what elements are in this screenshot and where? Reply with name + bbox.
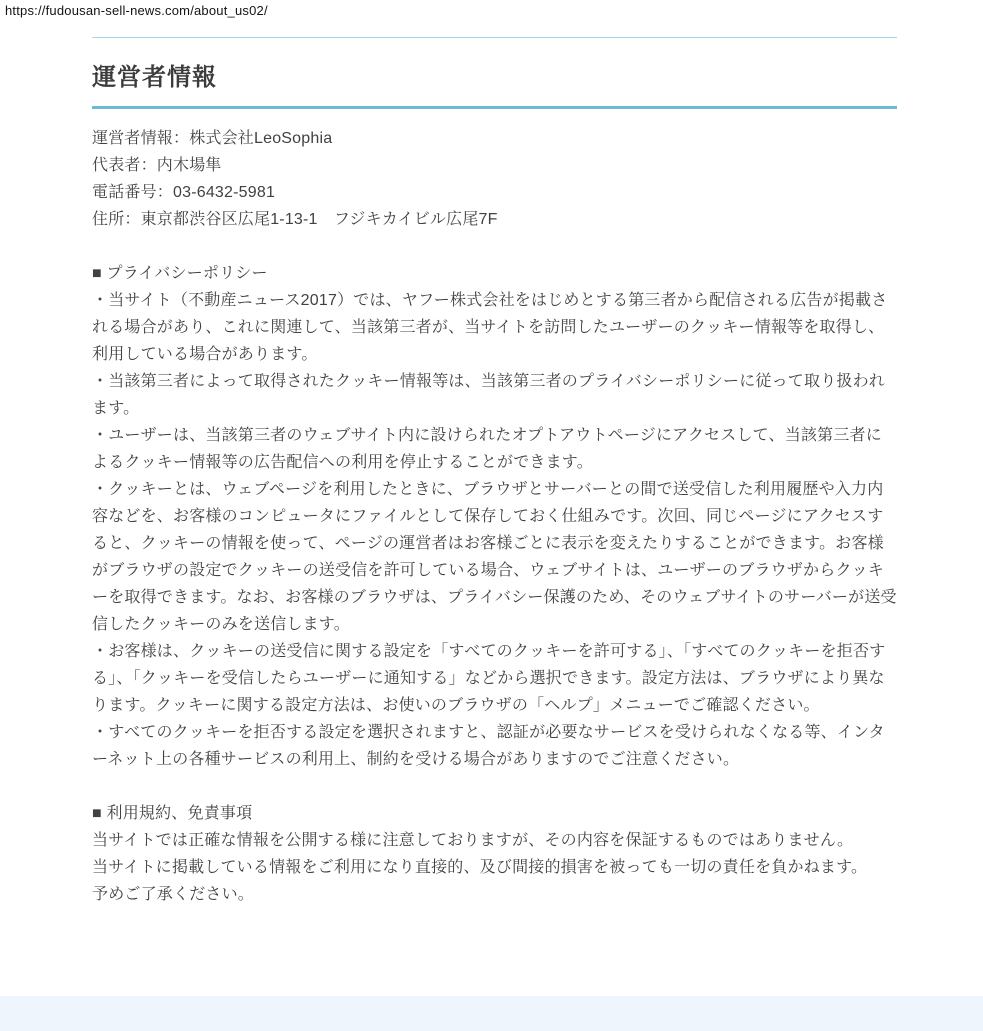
- page-url: https://fudousan-sell-news.com/about_us02/: [5, 3, 268, 18]
- operator-info-address: 住所：東京都渋谷区広尾1-13-1 フジキカイビル広尾7F: [92, 211, 498, 228]
- privacy-policy-item: ・当該第三者によって取得されたクッキー情報等は、当該第三者のプライバシーポリシーに従って取り扱われます。: [92, 373, 886, 417]
- terms-line: 当サイトに掲載している情報をご利用になり直接的、及び間接的損害を被っても一切の責任を負かねます。: [92, 859, 868, 876]
- privacy-policy-item: ・当サイト（不動産ニュース2017）では、ヤフー株式会社をはじめとする第三者から配信される広告が掲載される場合があり、これに関連して、当該第三者が、当サイトを訪問したユーザーのクッキー情報等を取得し、利用している場合があります。: [92, 292, 888, 363]
- operator-info-phone: 電話番号：03-6432-5981: [92, 184, 276, 201]
- terms-line: 予めご了承ください。: [92, 886, 255, 903]
- page-header: [92, 37, 897, 109]
- section-gap: [92, 233, 897, 260]
- privacy-policy-item: ・お客様は、クッキーの送受信に関する設定を「すべてのクッキーを許可する」、「すべてのクッキーを拒否する」、「クッキーを受信したらユーザーに通知する」などから選択できます。設定方法は、ブラウザにより異なります。クッキーに関する設定方法は、お使いのブラウザの「ヘルプ」メニューでご確認ください。: [92, 643, 886, 714]
- section-gap: [92, 773, 897, 800]
- terms-heading: ■ 利用規約、免責事項: [92, 805, 253, 822]
- terms-line: 当サイトでは正確な情報を公開する様に注意しておりますが、その内容を保証するものではありません。: [92, 832, 854, 849]
- privacy-policy-heading: ■ プライバシーポリシー: [92, 265, 268, 282]
- operator-info-company: 運営者情報：株式会社LeoSophia: [92, 130, 333, 147]
- operator-info-representative: 代表者：内木場隼: [92, 157, 222, 174]
- page-body: [92, 109, 897, 908]
- page-title: 運営者情報: [92, 64, 217, 91]
- footer-strip: [0, 996, 983, 1031]
- privacy-policy-item: ・すべてのクッキーを拒否する設定を選択されますと、認証が必要なサービスを受けられなくなる等、インターネット上の各種サービスの利用上、制約を受ける場合がありますのでご注意ください。: [92, 724, 885, 768]
- privacy-policy-item: ・クッキーとは、ウェブページを利用したときに、ブラウザとサーバーとの間で送受信した利用履歴や入力内容などを、お客様のコンピュータにファイルとして保存しておく仕組みです。次回、同じページにアクセスすると、クッキーの情報を使って、ページの運営者はお客様ごとに表示を変えたりすることができます。お客様がブラウザの設定でクッキーの送受信を許可している場合、ウェブサイトは、ユーザーのブラウザからクッキーを取得できます。なお、お客様のブラウザは、プライバシー保護のため、そのウェブサイトのサーバーが送受信したクッキーのみを送信します。: [92, 481, 897, 633]
- privacy-policy-item: ・ユーザーは、当該第三者のウェブサイト内に設けられたオプトアウトページにアクセスして、当該第三者によるクッキー情報等の広告配信への利用を停止することができます。: [92, 427, 882, 471]
- main-content-area: [92, 37, 897, 908]
